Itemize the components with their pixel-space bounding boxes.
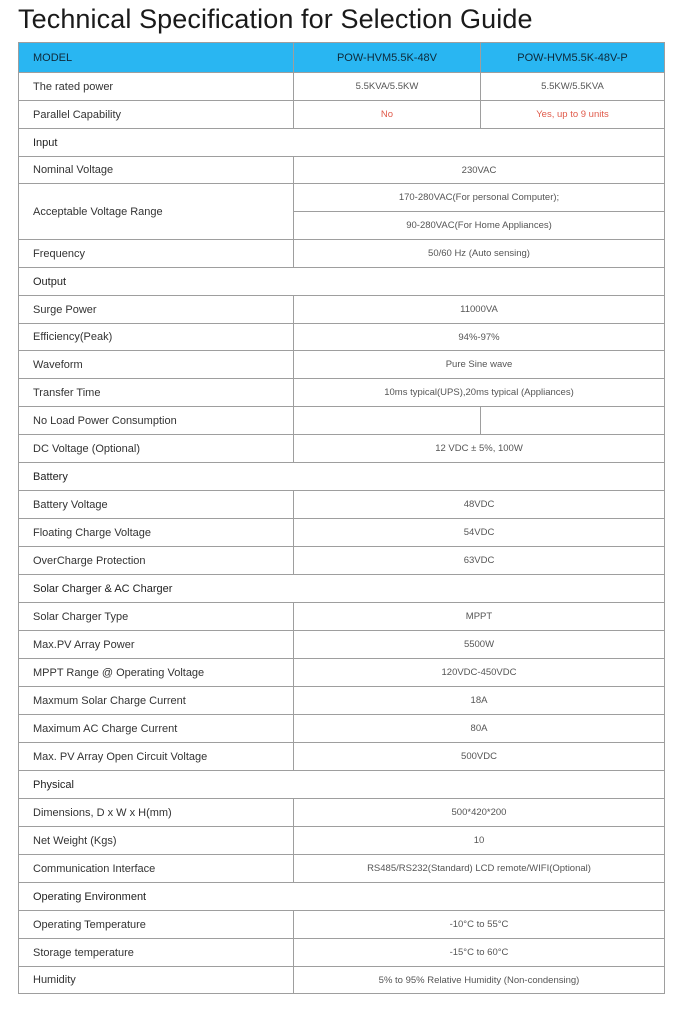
table-row — [19, 855, 665, 883]
row-label: Frequency — [19, 240, 294, 268]
section-row — [19, 575, 665, 603]
section-title-charger: Solar Charger & AC Charger — [19, 575, 665, 603]
section-row — [19, 771, 665, 799]
row-value: 10 — [294, 827, 665, 855]
row-value: 18A — [294, 687, 665, 715]
section-title-physical: Physical — [19, 771, 665, 799]
row-value: 63VDC — [294, 547, 665, 575]
table-row — [19, 631, 665, 659]
row-value: -10°C to 55°C — [294, 911, 665, 939]
table-row — [19, 240, 665, 268]
table-row — [19, 911, 665, 939]
row-label: No Load Power Consumption — [19, 407, 294, 435]
table-row — [19, 967, 665, 994]
row-label: Nominal Voltage — [19, 157, 294, 184]
section-title-output: Output — [19, 268, 665, 296]
row-value: 5% to 95% Relative Humidity (Non-condensing) — [294, 967, 665, 994]
row-value-empty — [481, 407, 665, 435]
table-row — [19, 827, 665, 855]
table-row — [19, 659, 665, 687]
page-title: Technical Specification for Selection Guide — [18, 4, 533, 34]
section-row — [19, 883, 665, 911]
row-label: Max.PV Array Power — [19, 631, 294, 659]
row-value-empty — [294, 407, 481, 435]
table-row — [19, 435, 665, 463]
row-label: Surge Power — [19, 296, 294, 324]
row-value: 500VDC — [294, 743, 665, 771]
row-value: 10ms typical(UPS),20ms typical (Appliances) — [294, 379, 665, 407]
row-value: 48VDC — [294, 491, 665, 519]
row-label: Efficiency(Peak) — [19, 324, 294, 351]
row-value: 80A — [294, 715, 665, 743]
section-title-input: Input — [19, 129, 665, 157]
header-model-1: POW-HVM5.5K-48V — [294, 43, 481, 73]
row-value: -15°C to 60°C — [294, 939, 665, 967]
row-value: MPPT — [294, 603, 665, 631]
row-label: Floating Charge Voltage — [19, 519, 294, 547]
table-row — [19, 184, 665, 212]
row-value: 11000VA — [294, 296, 665, 324]
section-title-environment: Operating Environment — [19, 883, 665, 911]
row-label: The rated power — [19, 73, 294, 101]
row-value: Pure Sine wave — [294, 351, 665, 379]
table-row — [19, 101, 665, 129]
row-value: No — [294, 101, 481, 129]
row-label: Communication Interface — [19, 855, 294, 883]
row-label: Maxmum Solar Charge Current — [19, 687, 294, 715]
table-row — [19, 547, 665, 575]
row-value: RS485/RS232(Standard) LCD remote/WIFI(Optional) — [294, 855, 665, 883]
row-label: Transfer Time — [19, 379, 294, 407]
section-row — [19, 268, 665, 296]
section-row — [19, 463, 665, 491]
row-value: 5.5KW/5.5KVA — [481, 73, 665, 101]
row-value: 5.5KVA/5.5KW — [294, 73, 481, 101]
row-value: Yes, up to 9 units — [481, 101, 665, 129]
section-row — [19, 129, 665, 157]
table-header-row — [19, 43, 665, 73]
row-value: 170-280VAC(For personal Computer); — [294, 184, 665, 212]
row-label: MPPT Range @ Operating Voltage — [19, 659, 294, 687]
spec-table — [18, 42, 665, 994]
row-label: Humidity — [19, 967, 294, 994]
row-label: DC Voltage (Optional) — [19, 435, 294, 463]
table-row — [19, 73, 665, 101]
row-label: Max. PV Array Open Circuit Voltage — [19, 743, 294, 771]
table-row — [19, 324, 665, 351]
row-label: Parallel Capability — [19, 101, 294, 129]
table-row — [19, 603, 665, 631]
row-value: 5500W — [294, 631, 665, 659]
row-label: Operating Temperature — [19, 911, 294, 939]
row-label: Maximum AC Charge Current — [19, 715, 294, 743]
row-value: 94%-97% — [294, 324, 665, 351]
table-row — [19, 519, 665, 547]
row-value: 120VDC-450VDC — [294, 659, 665, 687]
row-label: Waveform — [19, 351, 294, 379]
row-label: Net Weight (Kgs) — [19, 827, 294, 855]
table-row — [19, 379, 665, 407]
row-label: Storage temperature — [19, 939, 294, 967]
row-label: Acceptable Voltage Range — [19, 184, 294, 240]
row-label: OverCharge Protection — [19, 547, 294, 575]
header-model-2: POW-HVM5.5K-48V-P — [481, 43, 665, 73]
header-model-label: MODEL — [19, 43, 294, 73]
table-row — [19, 799, 665, 827]
section-title-battery: Battery — [19, 463, 665, 491]
row-value: 230VAC — [294, 157, 665, 184]
table-row — [19, 157, 665, 184]
row-label: Solar Charger Type — [19, 603, 294, 631]
table-row — [19, 491, 665, 519]
table-row — [19, 939, 665, 967]
row-value: 12 VDC ± 5%, 100W — [294, 435, 665, 463]
row-value: 54VDC — [294, 519, 665, 547]
row-value: 90-280VAC(For Home Appliances) — [294, 212, 665, 240]
table-row — [19, 407, 665, 435]
table-row — [19, 715, 665, 743]
row-label: Battery Voltage — [19, 491, 294, 519]
table-row — [19, 351, 665, 379]
row-value: 500*420*200 — [294, 799, 665, 827]
table-row — [19, 296, 665, 324]
table-row — [19, 743, 665, 771]
row-value: 50/60 Hz (Auto sensing) — [294, 240, 665, 268]
row-label: Dimensions, D x W x H(mm) — [19, 799, 294, 827]
table-row — [19, 687, 665, 715]
